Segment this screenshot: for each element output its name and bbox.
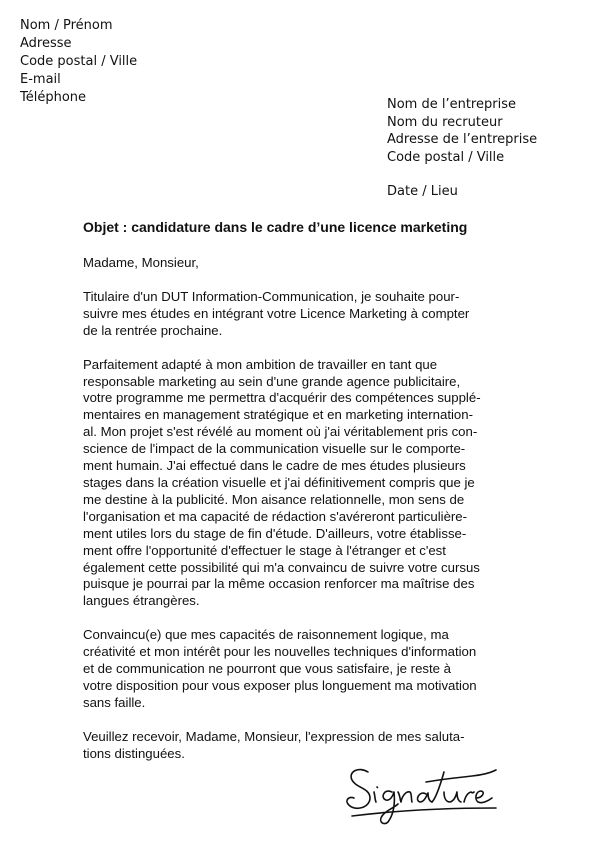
sender-address: Adresse — [20, 36, 72, 51]
text-line: ment utiles lors du stage de fin d'étude. D'ailleurs, votre établisse- — [83, 525, 467, 541]
text-line: ment offre l'opportunité d'effectuer le stage à l'étranger et c'est — [83, 542, 446, 558]
letter-paragraph — [83, 627, 498, 712]
text-line: de la rentrée prochaine. — [83, 322, 223, 338]
text-line: stages dans la création visuelle et j'ai définitivement compris que je — [83, 474, 475, 490]
letter-paragraph — [83, 357, 498, 611]
recipient-recruiter: Nom du recruteur — [387, 114, 503, 130]
text-line: sans faille. — [83, 694, 146, 710]
recipient-company: Nom de l’entreprise — [387, 97, 516, 112]
letter-body — [83, 255, 498, 780]
sender-phone: Téléphone — [20, 90, 87, 105]
recipient-postal-city: Code postal / Ville — [387, 149, 505, 165]
letter-greeting: Madame, Monsieur, — [83, 255, 199, 270]
text-line: al. Mon projet s'est révélé au moment où j'ai véritablement pris con- — [83, 424, 478, 440]
text-line: responsable marketing au sein d'une grande agence publicitaire, — [83, 373, 461, 389]
signature-image — [340, 758, 500, 828]
text-line: suivre mes études en intégrant votre Licence Marketing à compter — [83, 305, 470, 321]
text-line: Convaincu(e) que mes capacités de raisonnement logique, ma — [83, 627, 449, 643]
recipient-block — [387, 96, 537, 201]
letter-paragraphs — [83, 289, 498, 763]
text-line: Parfaitement adapté à mon ambition de travailler en tant que — [83, 356, 438, 372]
sender-name: Nom / Prénom — [20, 18, 113, 33]
text-line: puisque je pourrai par la même occasion renforcer ma maîtrise des — [83, 576, 475, 592]
text-line: science de l'impact de la communication visuelle sur le comporte- — [83, 441, 466, 457]
text-line: créativité et mon intérêt pour les nouvelles techniques d'information — [83, 644, 477, 660]
letter-paragraph — [83, 289, 498, 340]
text-line: Titulaire d'un DUT Information-Communication, je souhaite pour- — [83, 288, 460, 304]
text-line: l'organisation et ma capacité de rédaction s'avéreront particulière- — [83, 508, 468, 524]
text-line: votre disposition pour vous exposer plus longuement ma motivation — [83, 677, 477, 693]
date-place: Date / Lieu — [387, 184, 458, 199]
sender-email: E-mail — [20, 72, 61, 87]
text-line: également cette possibilité qui m'a convaincu de suivre votre cursus — [83, 559, 480, 575]
text-line: et de communication ne pourront que vous satisfaire, je reste à — [83, 661, 451, 677]
sender-block — [20, 17, 137, 107]
text-line: me destine à la publicité. Mon aisance relationnelle, mon sens de — [83, 491, 465, 507]
letter-subject: Objet : candidature dans le cadre d’une licence marketing — [83, 219, 468, 235]
text-line: langues étrangères. — [83, 593, 200, 609]
recipient-address: Adresse de l’entreprise — [387, 132, 538, 147]
text-line: mentaires en management stratégique et en marketing internation- — [83, 407, 473, 423]
text-line: ment humain. J'ai effectué dans le cadre de mes études plusieurs — [83, 458, 466, 474]
text-line: votre programme me permettra d'acquérir des compétences supplé- — [83, 390, 481, 406]
sender-postal-city: Code postal / Ville — [20, 54, 138, 69]
text-line: tions distinguées. — [83, 745, 185, 761]
text-line: Veuillez recevoir, Madame, Monsieur, l'expression de mes saluta- — [83, 728, 465, 744]
